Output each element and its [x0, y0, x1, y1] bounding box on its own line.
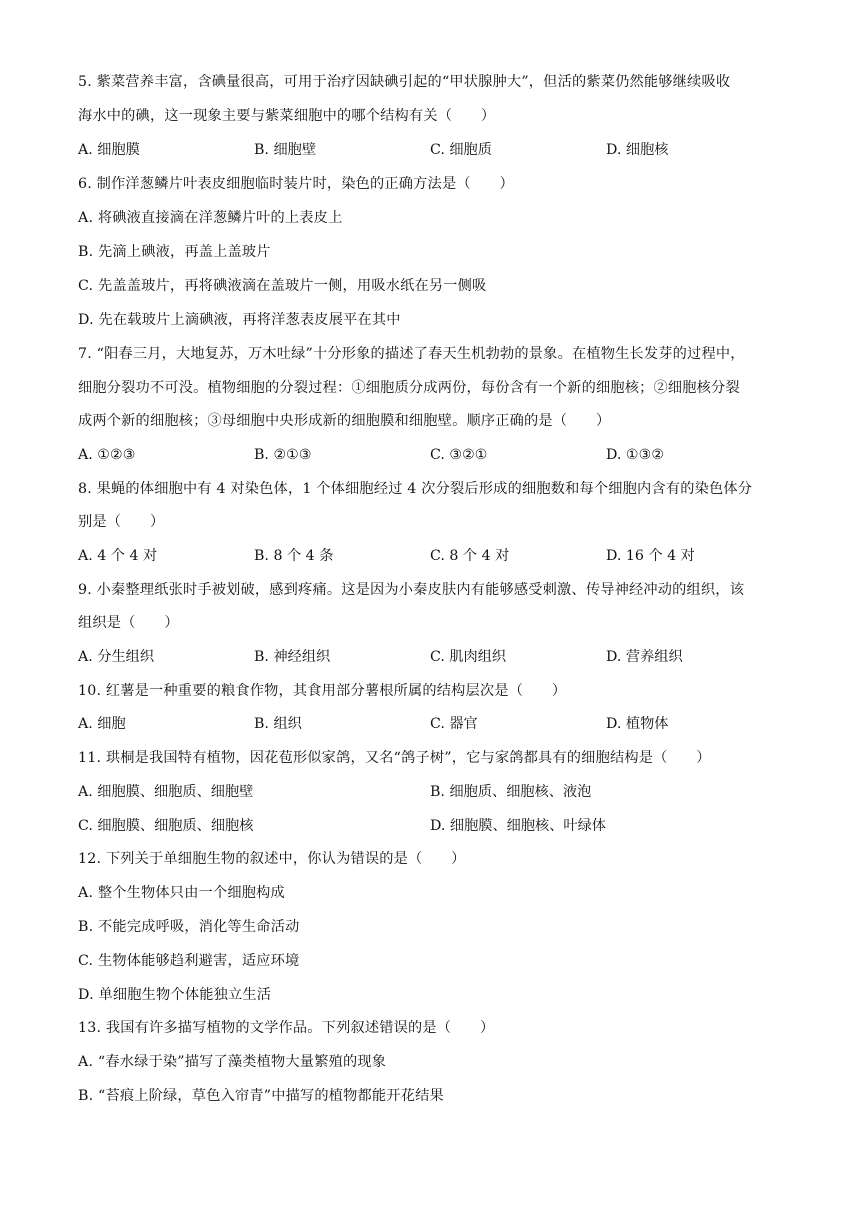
question-6-option-c: C. 先盖盖玻片，再将碘液滴在盖玻片一侧，用吸水纸在另一侧吸: [78, 278, 487, 294]
question-9-option-b: B. 神经组织: [254, 649, 331, 665]
question-10-option-a: A. 细胞: [78, 716, 126, 732]
question-10-option-b: B. 组织: [254, 716, 302, 732]
question-6-option-a: A. 将碘液直接滴在洋葱鳞片叶的上表皮上: [78, 210, 343, 226]
question-10-options: [78, 714, 790, 734]
question-6-option-d: D. 先在载玻片上滴碘液，再将洋葱表皮展平在其中: [78, 312, 401, 328]
question-11-options-row-2: [78, 816, 790, 836]
question-13-option-b: B. “苔痕上阶绿，草色入帘青”中描写的植物都能开花结果: [78, 1088, 444, 1104]
question-7-option-c: C. ③②①: [430, 447, 488, 463]
question-8-option-b: B. 8 个 4 条: [254, 548, 334, 564]
question-13-option-a: A. “春水绿于染”描写了藻类植物大量繁殖的现象: [78, 1054, 387, 1070]
question-5-option-a: A. 细胞膜: [78, 142, 140, 158]
question-6-line-1: 6. 制作洋葱鳞片叶表皮细胞临时装片时，染色的正确方法是（ ）: [78, 176, 514, 192]
question-7-option-a: A. ①②③: [78, 447, 136, 463]
question-7-line-2: 细胞分裂功不可没。植物细胞的分裂过程：①细胞质分成两份，每份含有一个新的细胞核；②细胞核分裂: [78, 380, 740, 396]
question-12-line-1: 12. 下列关于单细胞生物的叙述中，你认为错误的是（ ）: [78, 851, 466, 867]
question-10-option-d: D. 植物体: [606, 716, 669, 732]
question-5-option-d: D. 细胞核: [606, 142, 669, 158]
question-9-options: [78, 647, 790, 667]
question-8-line-2: 别是（ ）: [78, 514, 165, 530]
question-11-line-1: 11. 珙桐是我国特有植物，因花苞形似家鸽，又名“鸽子树”，它与家鸽都具有的细胞结构是（ ）: [78, 750, 711, 766]
question-6-option-b: B. 先滴上碘液，再盖上盖玻片: [78, 244, 271, 260]
question-7-line-1: 7. “阳春三月，大地复苏，万木吐绿”十分形象的描述了春天生机勃勃的景象。在植物生长发芽的过程中，: [78, 346, 745, 362]
question-11-option-a: A. 细胞膜、细胞质、细胞壁: [78, 784, 254, 800]
question-10-option-c: C. 器官: [430, 716, 478, 732]
question-5-option-c: C. 细胞质: [430, 142, 492, 158]
question-8-options: [78, 546, 790, 566]
question-5-option-b: B. 细胞壁: [254, 142, 317, 158]
question-12-option-d: D. 单细胞生物个体能独立生活: [78, 987, 272, 1003]
question-9-line-2: 组织是（ ）: [78, 615, 179, 631]
question-7-options: [78, 445, 790, 465]
question-11-option-c: C. 细胞膜、细胞质、细胞核: [78, 818, 254, 834]
question-9-option-d: D. 营养组织: [606, 649, 683, 665]
question-12-option-b: B. 不能完成呼吸，消化等生命活动: [78, 919, 300, 935]
question-11-options-row-1: [78, 782, 790, 802]
question-13-line-1: 13. 我国有许多描写植物的文学作品。下列叙述错误的是（ ）: [78, 1020, 495, 1036]
question-11-option-d: D. 细胞膜、细胞核、叶绿体: [430, 818, 606, 834]
question-8-option-c: C. 8 个 4 对: [430, 548, 510, 564]
question-9-option-a: A. 分生组织: [78, 649, 155, 665]
question-9-line-1: 9. 小秦整理纸张时手被划破，感到疼痛。这是因为小秦皮肤内有能够感受刺激、传导神经冲动的组织，该: [78, 582, 745, 598]
question-7-option-b: B. ②①③: [254, 447, 312, 463]
question-11-option-b: B. 细胞质、细胞核、液泡: [430, 784, 592, 800]
question-10-line-1: 10. 红薯是一种重要的粮食作物，其食用部分薯根所属的结构层次是（ ）: [78, 683, 567, 699]
question-8-option-d: D. 16 个 4 对: [606, 548, 695, 564]
question-8-option-a: A. 4 个 4 对: [78, 548, 158, 564]
question-12-option-a: A. 整个生物体只由一个细胞构成: [78, 885, 285, 901]
question-5-line-1: 5. 紫菜营养丰富，含碘量很高，可用于治疗因缺碘引起的“甲状腺肿大”，但活的紫菜仍然能够继续吸收: [78, 74, 731, 90]
question-9-option-c: C. 肌肉组织: [430, 649, 507, 665]
question-5-options: [78, 140, 790, 160]
question-7-line-3: 成两个新的细胞核；③母细胞中央形成新的细胞膜和细胞壁。顺序正确的是（ ）: [78, 413, 611, 429]
question-7-option-d: D. ①③②: [606, 447, 665, 463]
question-5-line-2: 海水中的碘，这一现象主要与紫菜细胞中的哪个结构有关（ ）: [78, 108, 496, 124]
question-8-line-1: 8. 果蝇的体细胞中有 4 对染色体，1 个体细胞经过 4 次分裂后形成的细胞数和每个细胞内含有的染色体分: [78, 481, 753, 497]
question-12-option-c: C. 生物体能够趋利避害，适应环境: [78, 953, 300, 969]
